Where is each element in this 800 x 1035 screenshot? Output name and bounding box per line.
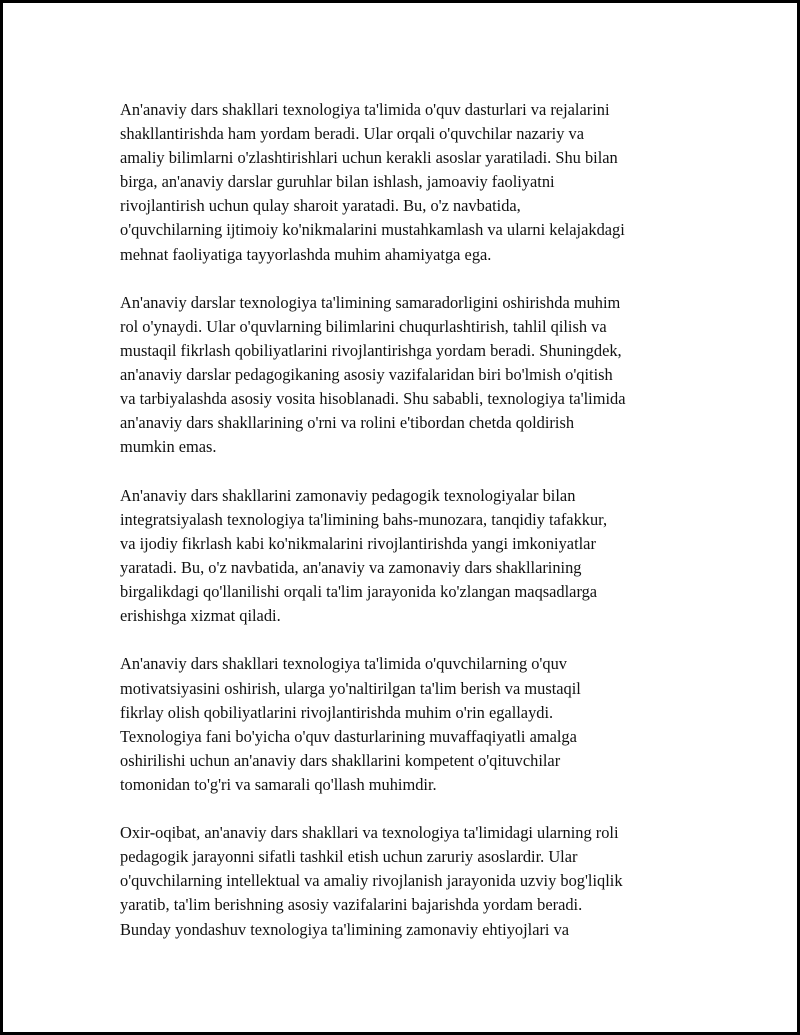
text-line: an'anaviy dars shakllarining o'rni va rolini e'tibordan chetda qoldirish: [120, 413, 575, 433]
text-line: fikrlay olish qobiliyatlarini rivojlantirishda muhim o'rin egallaydi.: [120, 702, 554, 722]
text-line: birgalikdagi qo'llanilishi orqali ta'lim jarayonida ko'zlangan maqsadlarga: [120, 582, 598, 602]
text-line: mustaqil fikrlash qobiliyatlarini rivojlantirishga yordam beradi. Shuningdek,: [120, 341, 622, 361]
text-line: motivatsiyasini oshirish, ularga yo'naltirilgan ta'lim berish va mustaqil: [120, 678, 581, 698]
text-line: mehnat faoliyatiga tayyorlashda muhim ahamiyatga ega.: [120, 244, 492, 264]
text-line: va ijodiy fikrlash kabi ko'nikmalarini rivojlantirishda yangi imkoniyatlar: [120, 533, 596, 553]
text-line: erishishga xizmat qiladi.: [120, 606, 281, 626]
text-line: oshirilishi uchun an'anaviy dars shakllarini kompetent o'qituvchilar: [120, 750, 561, 770]
text-line: yaratadi. Bu, o'z navbatida, an'anaviy va zamonaviy dars shakllarining: [120, 557, 582, 577]
text-line: integratsiyalash texnologiya ta'limining bahs-munozara, tanqidiy tafakkur,: [120, 509, 608, 529]
text-line: birga, an'anaviy darslar guruhlar bilan ishlash, jamoaviy faoliyatni: [120, 172, 555, 192]
text-line: o'quvchilarning intellektual va amaliy rivojlanish jarayonida uzviy bog'liqlik: [120, 871, 623, 891]
text-line: Oxir-oqibat, an'anaviy dars shakllari va texnologiya ta'limidagi ularning roli: [120, 823, 619, 843]
text-line: rol o'ynaydi. Ular o'quvlarning bilimlarini chuqurlashtirish, tahlil qilish va: [120, 316, 607, 336]
paragraph-1: [120, 98, 690, 267]
text-line: va tarbiyalashda asosiy vosita hisoblanadi. Shu sababli, texnologiya ta'limida: [120, 389, 626, 409]
text-line: an'anaviy darslar pedagogikaning asosiy vazifalaridan biri bo'lmish o'qitish: [120, 365, 613, 385]
text-line: amaliy bilimlarni o'zlashtirishlari uchun kerakli asoslar yaratiladi. Shu bilan: [120, 148, 618, 168]
text-line: An'anaviy dars shakllari texnologiya ta'limida o'quv dasturlari va rejalarini: [120, 100, 610, 119]
text-line: mumkin emas.: [120, 437, 217, 457]
text-line: Texnologiya fani bo'yicha o'quv dasturlarining muvaffaqiyatli amalga: [120, 726, 577, 746]
text-line: pedagogik jarayonni sifatli tashkil etish uchun zaruriy asoslardir. Ular: [120, 847, 578, 867]
paragraph-4: [120, 652, 690, 797]
text-line: An'anaviy darslar texnologiya ta'limining samaradorligini oshirishda muhim: [120, 292, 621, 312]
paragraph-5: [120, 821, 690, 941]
text-line: yaratib, ta'lim berishning asosiy vazifalarini bajarishda yordam beradi.: [120, 895, 583, 915]
text-line: tomonidan to'g'ri va samarali qo'llash muhimdir.: [120, 774, 437, 794]
text-line: shakllantirishda ham yordam beradi. Ular orqali o'quvchilar nazariy va: [120, 124, 585, 144]
text-line: Bunday yondashuv texnologiya ta'limining zamonaviy ehtiyojlari va: [120, 919, 570, 939]
text-line: o'quvchilarning ijtimoiy ko'nikmalarini mustahkamlash va ularni kelajakdagi: [120, 220, 625, 240]
text-line: An'anaviy dars shakllarini zamonaviy pedagogik texnologiyalar bilan: [120, 485, 576, 505]
document-body: [120, 98, 690, 966]
paragraph-2: [120, 291, 690, 460]
paragraph-3: [120, 484, 690, 629]
text-line: rivojlantirish uchun qulay sharoit yaratadi. Bu, o'z navbatida,: [120, 196, 521, 216]
text-line: An'anaviy dars shakllari texnologiya ta'limida o'quvchilarning o'quv: [120, 654, 567, 674]
